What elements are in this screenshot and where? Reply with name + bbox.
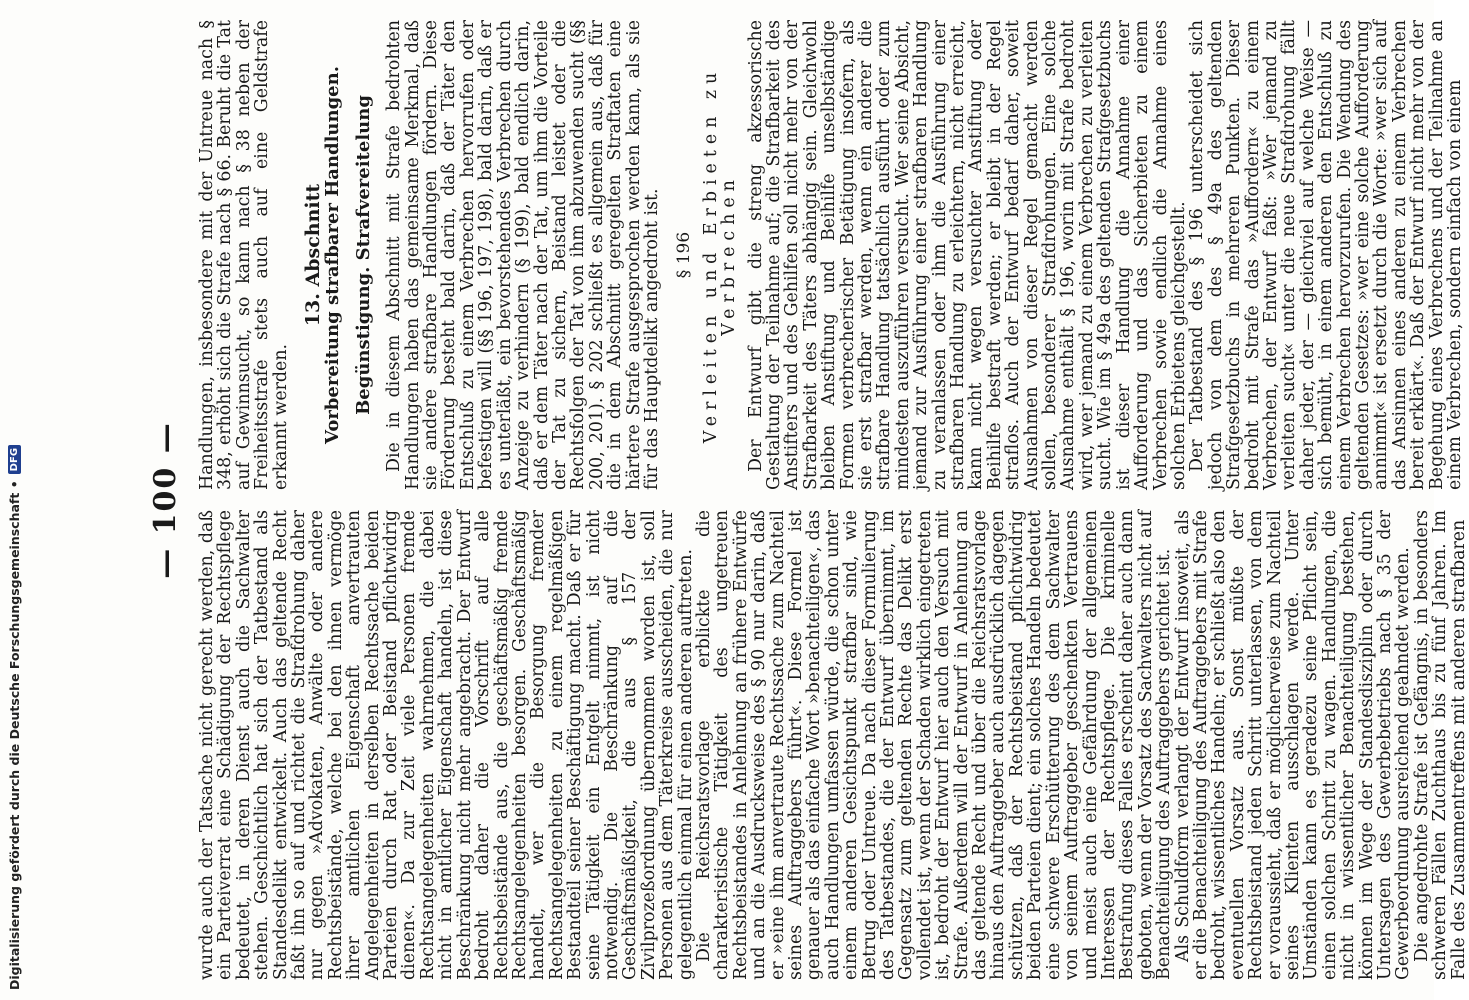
left-paragraph: wurde auch der Tatsache nicht gerecht werden, daß ein Parteiverrat eine Schädigung der Rechtspflege bedeutet, in deren Dienst auch die Sachwalter stehen. Geschichtlich hat sich der Tatbestand als Standesdelikt entwickelt. Auch das geltende Recht faßt ihn so auf und richtet die Strafdrohung daher nur gegen »Advokaten, Anwälte oder andere Rechtsbeistände, welche bei den ihnen vermöge ihrer amtlichen Eigenschaft anvertrauten Angelegenheiten in derselben Rechtssache beiden Parteien durch Rat oder Beistand pflichtwidrig dienen«. Da zur Zeit viele Personen fremde Rechtsangelegenheiten wahrnehmen, die dabei nicht in amtlicher Eigenschaft handeln, ist diese Beschränkung nicht mehr angebracht. Der Entwurf bedroht daher die Vorschrift auf alle Rechtsbeistände aus, die geschäftsmäßig fremde Rechtsangelegenheiten besorgen. Geschäftsmäßig handelt, wer die Besorgung fremder Rechtsangelegenheiten zu einem regelmäßigen Bestandteil seiner Beschäftigung macht. Daß er für seine Tätigkeit ein Entgelt nimmt, ist nicht notwendig. Die Beschränkung auf die Geschäftsmäßigkeit, die aus § 157 der Zivilprozeßordnung übernommen worden ist, soll Personen aus dem Täterkreise ausscheiden, die nur gelegentlich einmal für einen anderen auftreten. bbox=[197, 510, 696, 980]
footer-text: Digitalisierung gefördert durch die Deutsche Forschungsgemeinschaft • bbox=[6, 480, 22, 990]
section-intro-paragraph: Die in diesem Abschnitt mit Strafe bedrohten Handlungen haben das gemeinsame Merkmal, daß sie andere strafbare Handlungen fördern. Diese Förderung besteht bald darin, daß der Täter den Entschluß zu einem Verbrechen hervorrufen oder befestigen will (§§ 196, 197, 198), bald darin, daß er es unterläßt, ein bevorstehendes Verbrechen durch Anzeige zu verhindern (§ 199), bald endlich darin, daß er dem Täter nach der Tat, um ihm die Vorteile der Tat zu sichern, Beistand leistet oder die Rechtsfolgen der Tat von ihm abzuwenden sucht (§§ 200, 201). § 202 schließt es allgemein aus, daß für die in dem Abschnitt geregelten Straftaten eine härtere Strafe ausgesprochen werden kann, als sie für das Hauptdelikt angedroht ist. bbox=[384, 20, 662, 490]
section-subtitle-2: Begünstigung. Strafvereitelung bbox=[352, 95, 374, 415]
left-paragraph: Als Schuldform verlangt der Entwurf insoweit, als er die Benachteiligung des Auftraggebers mit Strafe bedroht, wissentliches Handeln; er schließt also den eventuellen Vorsatz aus. Sonst müßte der Rechtsbeistand jeden Schritt unterlassen, von dem er voraussieht, daß er möglicherweise zum Nachteil seines Klienten ausschlagen werde. Unter Umständen kann es geradezu seine Pflicht sein, einen solchen Schritt zu wagen. Handlungen, die nicht in wissentlicher Benachteiligung bestehen, können im Wege der Standesdisziplin oder durch Untersagen des Gewerbebetriebs nach § 35 der Gewerbeordnung ausreichend geahndet werden. bbox=[1172, 510, 1414, 980]
right-column bbox=[197, 20, 1465, 490]
dfg-logo: DFG bbox=[8, 445, 21, 474]
para196-paragraph: Der Tatbestand des § 196 unterscheidet sich jedoch von dem des § 49a des geltenden Strafgesetzbuchs in mehreren Punkten. Dieser bedroht mit Strafe das »Auffordern« zu einem Verbrechen, der Entwurf faßt: »Wer jemand zu verleiten sucht« unter die neue Strafdrohung fällt daher jeder, der — gleichviel auf welche Weise — sich bemüht, in einem anderen den Entschluß zu einem Verbrechen hervorzurufen. Die Wendung des geltenden Gesetzes: »wer eine solche Aufforderung annimmt« ist ersetzt durch die Worte: »wer sich auf das Ansinnen eines anderen zu einem Verbrechen bereit erklärt«. Daß der Entwurf nicht mehr von der Begehung eines Verbrechens und der Teilnahme an einem Verbrechen, sondern einfach von einem bbox=[1187, 20, 1465, 490]
rotated-page-content bbox=[140, 0, 1469, 1000]
section-title: 13. Abschnitt bbox=[302, 183, 325, 327]
footer-text-wrap bbox=[4, 30, 24, 990]
left-paragraph: Die angedrohte Strafe ist Gefängnis, in besonders schweren Fällen Zuchthaus bis zu fünf Jahren. Im Falle des Zusammentreffens mit anderen strafbaren bbox=[1411, 510, 1469, 980]
right-intro-paragraph: Handlungen, insbesondere mit der Untreue nach § 348, erhöht sich die Strafe nach § 66. Beruht die Tat auf Gewinnsucht, so kann nach § 38 neben der Freiheitsstrafe stets auch auf eine Geldstrafe erkannt werden. bbox=[197, 20, 291, 490]
left-column bbox=[197, 510, 1469, 980]
footer-credit bbox=[2, 0, 24, 1000]
page-number: — 100 — bbox=[148, 421, 183, 579]
para196-paragraph: Der Entwurf gibt die streng akzessorische Gestaltung der Teilnahme auf; die Strafbarkeit des Anstifters und des Gehilfen soll nicht mehr von der Strafbarkeit des Täters abhängig sein. Gleichwohl bleiben Anstiftung und Beihilfe unselbständige Formen verbrecherischer Betätigung insofern, als sie erst strafbar werden, wenn ein anderer die strafbare Handlung tatsächlich ausführt oder zum mindesten auszuführen versucht. Wer seine Absicht, jemand zur Ausführung einer strafbaren Handlung zu veranlassen oder ihm die Ausführung einer strafbaren Handlung zu erleichtern, nicht erreicht, kann nicht wegen versuchter Anstiftung oder Beihilfe bestraft werden; er bleibt in der Regel straflos. Auch der Entwurf bedarf daher, soweit Ausnahmen von dieser Regel gemacht werden sollen, besonderer Strafdrohungen. Eine solche Ausnahme enthält § 196, worin mit Strafe bedroht wird, wer jemand zu einem Verbrechen zu verleiten sucht. Wie im § 49a des geltenden Strafgesetzbuchs ist dieser Handlung die Annahme einer Aufforderung und das Sicherbieten zu einem Verbrechen sowie endlich die Annahme eines solchen Erbietens gleichgestellt. bbox=[745, 20, 1189, 490]
left-paragraph: Die Reichsratsvorlage erblickte die charakteristische Tätigkeit des ungetreuen Rechtsbeistandes in Anlehnung an frühere Entwürfe und an die Ausdrucksweise des § 90 nur darin, daß er »eine ihm anvertraute Rechtssache zum Nachteil seines Auftraggebers führt«. Diese Formel ist genauer als das einfache Wort »benachteiligen«, das auch Handlungen umfassen würde, die schon unter einem anderen Gesichtspunkt strafbar sind, wie Betrug oder Untreue. Da nach dieser Formulierung des Tatbestandes, die der Entwurf übernimmt, im Gegensatz zum geltenden Rechte das Delikt erst vollendet ist, wenn der Schaden wirklich eingetreten ist, bedroht der Entwurf hier auch den Versuch mit Strafe. Außerdem will der Entwurf in Anlehnung an das geltende Recht und über die Reichsratsvorlage hinaus den Auftraggeber auch ausdrücklich dagegen schützen, daß der Rechtsbeistand pflichtwidrig beiden Parteien dient; ein solches Handeln bedeutet eine schwere Erschütterung des dem Sachwalter von seinem Auftraggeber geschenkten Vertrauens und meist auch eine Gefährdung der allgemeinen Interessen der Rechtspflege. Die kriminelle Bestrafung dieses Falles erscheint daher auch dann geboten, wenn der Vorsatz des Sachwalters nicht auf Benachteiligung des Auftraggebers gerichtet ist. bbox=[693, 510, 1175, 980]
section-subtitle-1: Vorbereitung strafbarer Handlungen. bbox=[322, 66, 344, 444]
paragraph-number: § 196 bbox=[674, 231, 695, 279]
paragraph-title: Verleiten und Erbieten zu Verbrechen bbox=[700, 66, 740, 444]
